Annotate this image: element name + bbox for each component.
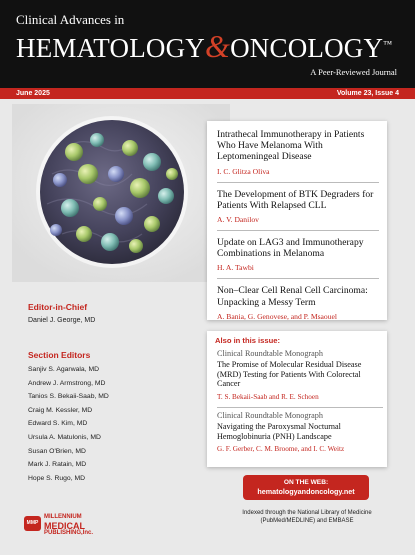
article-divider: [217, 182, 379, 183]
issue-volume: Volume 23, Issue 4: [336, 90, 399, 97]
featured-article[interactable]: [217, 129, 379, 176]
also-in-issue-box: [207, 331, 387, 467]
item-category-label: Clinical Roundtable Monograph: [217, 411, 323, 420]
item-title: The Promise of Molecular Residual Disease (MRD) Testing for Patients With Colorectal Cancer: [217, 360, 362, 389]
list-item: Hope S. Rugo, MD: [28, 474, 86, 482]
list-item: Mark J. Ratain, MD: [28, 461, 87, 469]
publisher-line-3: PUBLISHING,Inc.: [44, 530, 94, 536]
item-divider: [217, 407, 383, 408]
item-title: Navigating the Paroxysmal Nocturnal Hemoglobinuria (PNH) Landscape: [217, 422, 341, 441]
article-title: Update on LAG3 and Immunotherapy Combinations in Melanoma: [217, 237, 364, 260]
section-editors-list: [28, 363, 109, 485]
list-item: Craig M. Kessler, MD: [28, 406, 93, 414]
indexing-line-2: (PubMed/MEDLINE) and EMBASE: [260, 518, 354, 525]
publisher-line-2: MEDICAL: [44, 521, 85, 531]
indexing-notice: [214, 509, 400, 526]
list-item: Sanjiv S. Agarwala, MD: [28, 366, 100, 373]
cover-cell-image: [12, 104, 230, 282]
editor-in-chief-name: Daniel J. George, MD: [28, 317, 96, 324]
featured-articles: [207, 121, 387, 320]
item-category-label: Clinical Roundtable Monograph: [217, 349, 323, 358]
featured-article[interactable]: [217, 189, 379, 224]
article-title: The Development of BTK Degraders for Patients With Relapsed CLL: [217, 188, 374, 211]
title-ampersand: &: [205, 28, 231, 64]
title-oncology: ONCOLOGY: [230, 33, 384, 63]
masthead-subtitle: A Peer-Reviewed Journal: [310, 67, 397, 77]
article-author: A. V. Danilov: [217, 215, 259, 225]
masthead: [0, 0, 415, 88]
masthead-pre-title: Clinical Advances in: [16, 12, 125, 27]
also-in-issue-heading: Also in this issue:: [215, 336, 280, 345]
article-author: A. Bania, G. Genovese, and P. Msaouel: [217, 311, 338, 321]
also-in-issue-item[interactable]: [217, 411, 383, 453]
website-link-button[interactable]: [243, 475, 369, 500]
indexing-line-1: Indexed through the National Library of Medicine: [242, 510, 372, 516]
list-item: Edward S. Kim, MD: [28, 420, 88, 428]
article-author: I. C. Glitza Oliva: [217, 166, 270, 176]
list-item: Andrew J. Armstrong, MD: [28, 379, 106, 387]
publisher-line-1: MILLENNIUM: [44, 514, 82, 520]
featured-article[interactable]: [217, 285, 379, 320]
article-title: Non–Clear Cell Renal Cell Carcinoma: Unpacking a Messy Term: [217, 285, 368, 308]
web-label: ON THE WEB:: [283, 479, 329, 486]
article-divider: [217, 230, 379, 231]
journal-title: [16, 28, 392, 65]
article-divider: [217, 278, 379, 279]
trademark: ™: [383, 39, 393, 49]
issue-date: June 2025: [16, 90, 50, 97]
item-authors: G. F. Gerber, C. M. Broome, and I. C. Weitz: [217, 445, 345, 454]
article-author: H. A. Tawbi: [217, 263, 254, 273]
list-item: Tanios S. Bekaii-Saab, MD: [28, 393, 109, 401]
web-url: hematologyandoncology.net: [257, 487, 355, 496]
item-authors: T. S. Bekaii-Saab and R. E. Schoen: [217, 392, 319, 401]
list-item: Susan O'Brien, MD: [28, 447, 86, 455]
article-title: Intrathecal Immunotherapy in Patients Who Have Melanoma With Leptomeningeal Disease: [217, 129, 365, 163]
publisher-mark: MMP: [24, 516, 41, 531]
editor-in-chief-heading: Editor-in-Chief: [28, 302, 88, 312]
title-hematology: HEMATOLOGY: [16, 33, 205, 63]
featured-article[interactable]: [217, 237, 379, 272]
also-in-issue-item[interactable]: [217, 349, 383, 401]
publisher-logo: [24, 514, 144, 536]
list-item: Ursula A. Matulonis, MD: [28, 433, 101, 441]
section-editors-heading: Section Editors: [28, 350, 91, 360]
